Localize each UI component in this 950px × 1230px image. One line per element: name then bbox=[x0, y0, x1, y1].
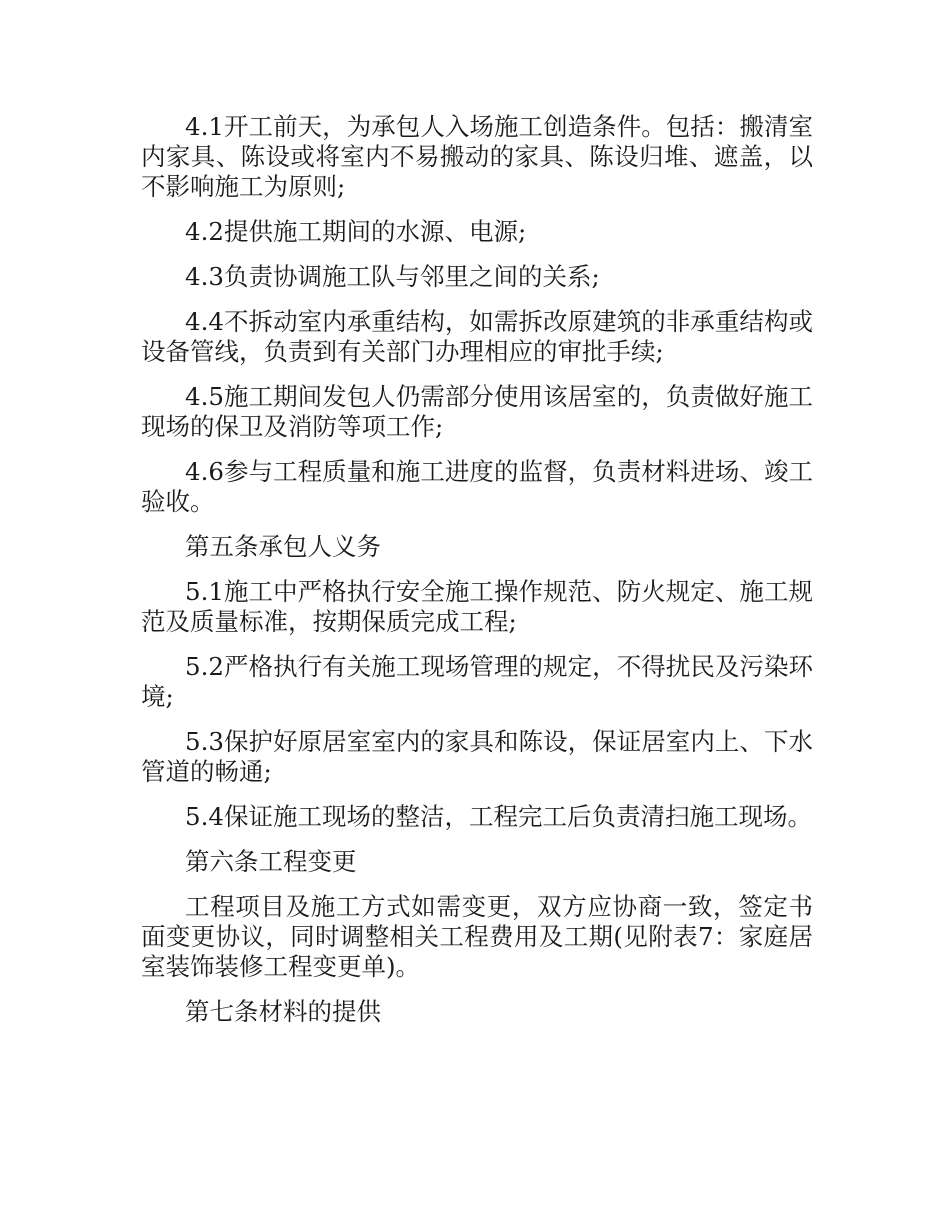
clause-4-1: 4.1开工前天，为承包人入场施工创造条件。包括：搬清室内家具、陈设或将室内不易搬动的家具、陈设归堆、遮盖，以不影响施工为原则; bbox=[141, 112, 813, 201]
clause-5-3: 5.3保护好原居室室内的家具和陈设，保证居室内上、下水管道的畅通; bbox=[141, 727, 813, 786]
section-heading-article-6: 第六条工程变更 bbox=[185, 847, 357, 876]
clause-5-1: 5.1施工中严格执行安全施工操作规范、防火规定、施工规范及质量标准，按期保质完成工程; bbox=[141, 577, 813, 636]
clause-5-2: 5.2严格执行有关施工现场管理的规定，不得扰民及污染环境; bbox=[141, 652, 813, 711]
clause-4-2: 4.2提供施工期间的水源、电源; bbox=[185, 217, 527, 246]
article-6-body: 工程项目及施工方式如需变更，双方应协商一致，签定书面变更协议，同时调整相关工程费用及工期(见附表7：家庭居室装饰装修工程变更单)。 bbox=[141, 892, 813, 981]
section-heading-article-5: 第五条承包人义务 bbox=[185, 532, 381, 561]
document-body bbox=[141, 112, 813, 1042]
clause-4-3: 4.3负责协调施工队与邻里之间的关系; bbox=[185, 262, 600, 291]
clause-4-5: 4.5施工期间发包人仍需部分使用该居室的，负责做好施工现场的保卫及消防等项工作; bbox=[141, 382, 813, 441]
clause-4-6: 4.6参与工程质量和施工进度的监督，负责材料进场、竣工验收。 bbox=[141, 457, 813, 516]
section-heading-article-7: 第七条材料的提供 bbox=[185, 997, 381, 1026]
clause-5-4: 5.4保证施工现场的整洁，工程完工后负责清扫施工现场。 bbox=[185, 802, 812, 831]
clause-4-4: 4.4不拆动室内承重结构，如需拆改原建筑的非承重结构或设备管线，负责到有关部门办理相应的审批手续; bbox=[141, 307, 813, 366]
